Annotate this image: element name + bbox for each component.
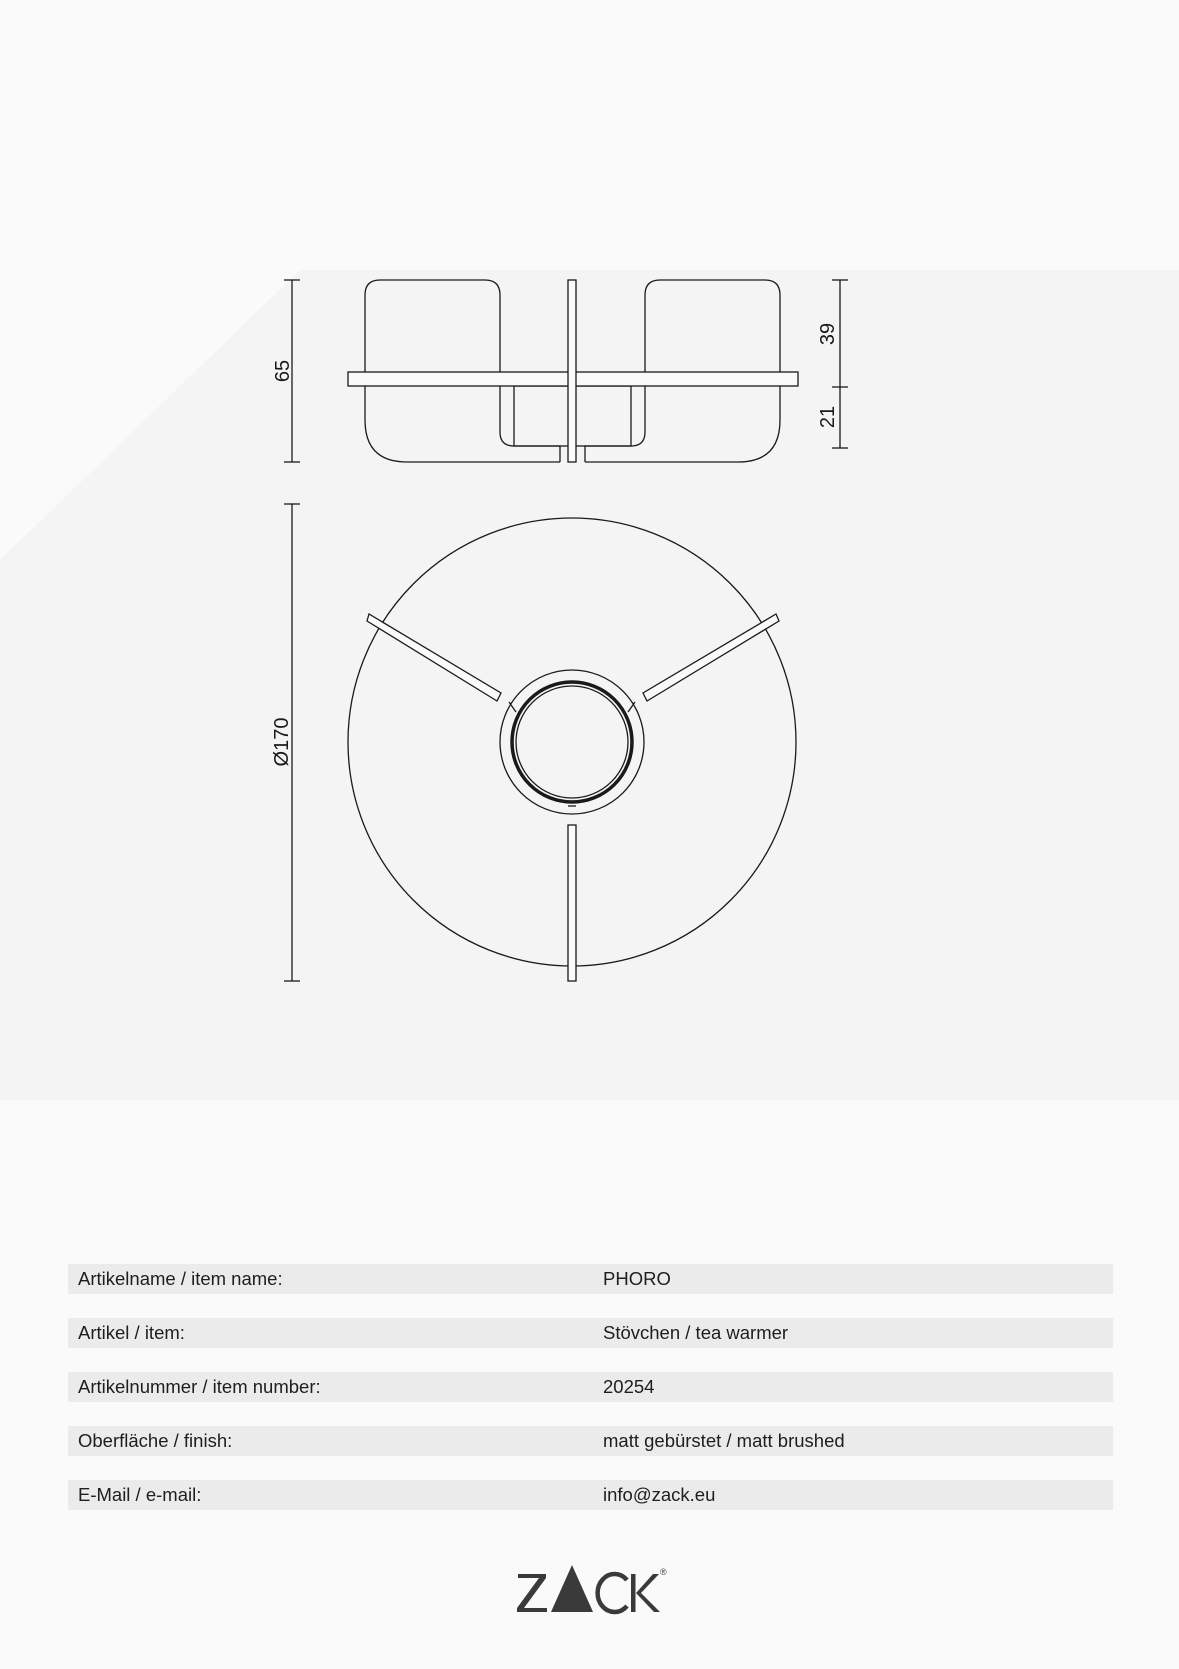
zack-logo-icon (515, 1562, 670, 1618)
spec-row-finish (68, 1426, 1113, 1456)
vertical-fin (568, 280, 576, 462)
spec-value: PHORO (603, 1268, 671, 1289)
dim-label-39: 39 (817, 322, 839, 346)
spec-value: 20254 (603, 1376, 655, 1397)
spec-row-item-name (68, 1264, 1113, 1294)
spec-label: Artikelnummer / item number: (78, 1376, 321, 1397)
logo-letter-z (517, 1574, 547, 1612)
spec-label: Artikelname / item name: (78, 1268, 283, 1289)
spec-row-item-number (68, 1372, 1113, 1402)
spec-label: E-Mail / e-mail: (78, 1484, 202, 1505)
logo-letter-k-stem (631, 1574, 636, 1612)
spec-value: matt gebürstet / matt brushed (603, 1430, 845, 1451)
logo-registered-mark: ® (660, 1567, 667, 1577)
logo-letter-a (551, 1565, 593, 1612)
dim-label-diameter: Ø170 (271, 717, 293, 767)
spoke-bottom (568, 825, 576, 981)
dim-label-21: 21 (817, 405, 839, 429)
spec-value: info@zack.eu (603, 1484, 716, 1505)
spec-row-item (68, 1318, 1113, 1348)
dim-label-65: 65 (272, 359, 294, 383)
logo-letter-c (598, 1574, 627, 1612)
spec-value: Stövchen / tea warmer (603, 1322, 789, 1343)
spec-label: Artikel / item: (78, 1322, 185, 1343)
spec-label: Oberfläche / finish: (78, 1430, 233, 1451)
spec-row-email (68, 1480, 1113, 1510)
logo-letter-k-arms (636, 1574, 660, 1612)
